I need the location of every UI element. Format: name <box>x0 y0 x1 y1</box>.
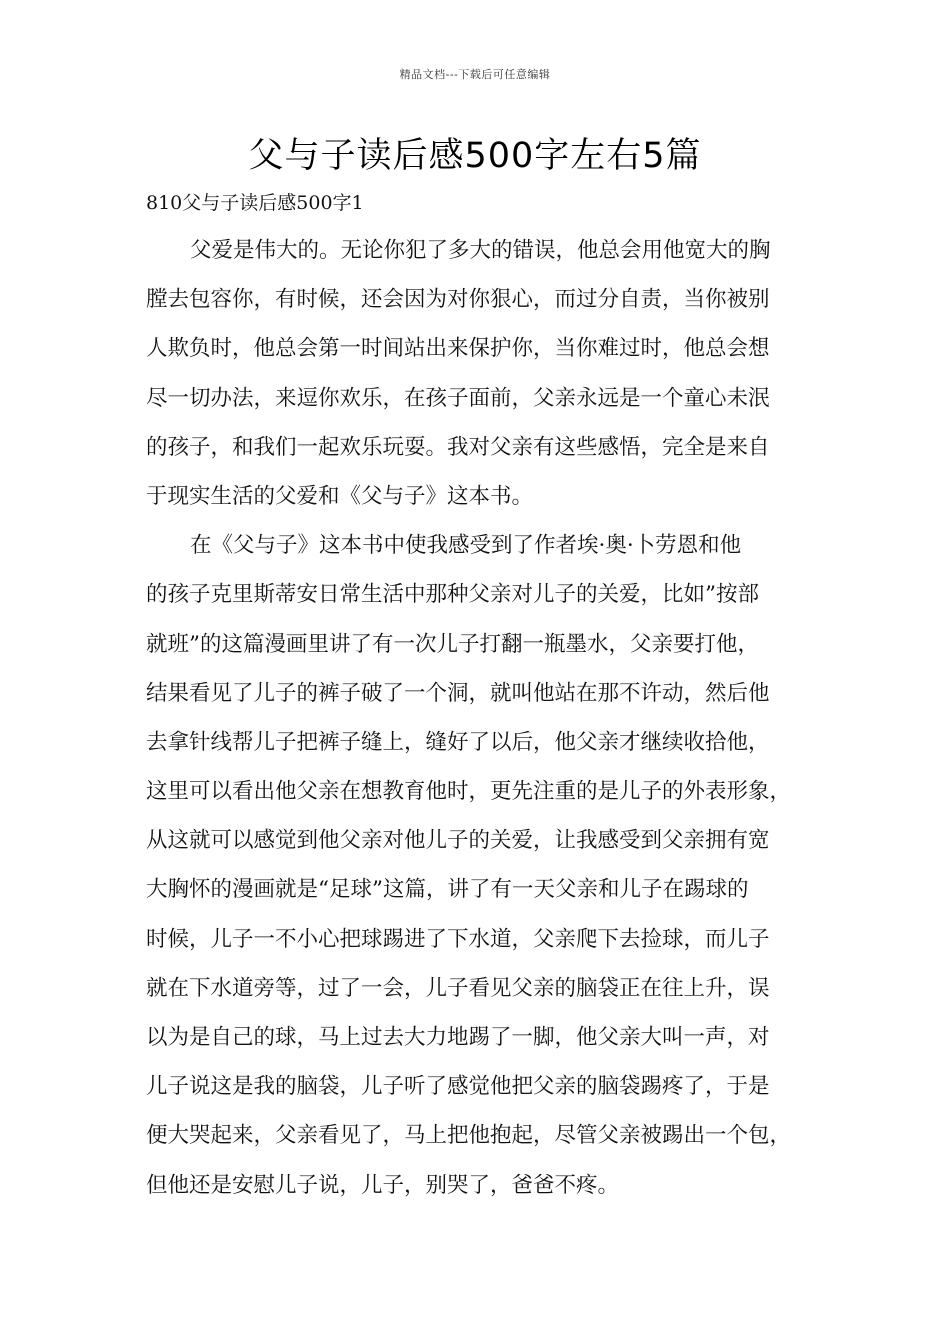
text-line: 这里可以看出他父亲在想教育他时，更先注重的是儿子的外表形象， <box>146 779 792 805</box>
text-line: 结果看见了儿子的裤子破了一个洞，就叫他站在那不许动，然后他 <box>146 680 770 706</box>
text-line: 时候，儿子一不小心把球踢进了下水道，父亲爬下去捡球，而儿子 <box>146 926 770 952</box>
paragraph <box>146 528 826 1217</box>
text-line: 从这就可以感觉到他父亲对他儿子的关爱，让我感受到父亲拥有宽 <box>146 828 770 854</box>
text-line: 在《父与子》这本书中使我感受到了作者埃·奥·卜劳恩和他 <box>190 533 742 559</box>
text-line: 但他还是安慰儿子说，儿子，别哭了，爸爸不疼。 <box>146 1172 620 1198</box>
text-line: 膛去包容你，有时候，还会因为对你狠心，而过分自责，当你被别 <box>146 287 770 313</box>
text-line: 的孩子克里斯蒂安日常生活中那种父亲对儿子的关爱，比如”按部 <box>146 582 759 608</box>
text-line: 就班”的这篇漫画里讲了有一次儿子打翻一瓶墨水，父亲要打他， <box>146 631 759 657</box>
text-line: 的孩子，和我们一起欢乐玩耍。我对父亲有这些感悟，完全是来自 <box>146 434 770 460</box>
section-heading: 810父与子读后感500字1 <box>146 192 364 214</box>
paragraph <box>146 233 826 528</box>
text-line: 去拿针线帮儿子把裤子缝上，缝好了以后，他父亲才继续收拾他， <box>146 729 770 755</box>
text-line: 人欺负时，他总会第一时间站出来保护你，当你难过时，他总会想 <box>146 336 770 362</box>
text-line: 父爱是伟大的。无论你犯了多大的错误，他总会用他宽大的胸 <box>190 238 771 263</box>
page-header-note: 精品文档---下载后可任意编辑 <box>399 68 551 81</box>
text-line: 便大哭起来，父亲看见了，马上把他抱起，尽管父亲被踢出一个包， <box>146 1123 792 1149</box>
text-line: 就在下水道旁等，过了一会，儿子看见父亲的脑袋正在往上升，误 <box>146 975 770 1001</box>
text-line: 以为是自己的球，马上过去大力地踢了一脚，他父亲大叫一声，对 <box>146 1025 770 1050</box>
text-line: 尽一切办法，来逗你欢乐，在孩子面前，父亲永远是一个童心未泯 <box>146 385 770 411</box>
text-line: 于现实生活的父爱和《父与子》这本书。 <box>146 483 534 509</box>
document-body <box>146 233 826 1217</box>
text-line: 儿子说这是我的脑袋，儿子听了感觉他把父亲的脑袋踢疼了，于是 <box>146 1074 770 1100</box>
text-line: 大胸怀的漫画就是“足球”这篇，讲了有一天父亲和儿子在踢球的 <box>146 877 749 903</box>
document-title: 父与子读后感500字左右5篇 <box>248 136 702 176</box>
